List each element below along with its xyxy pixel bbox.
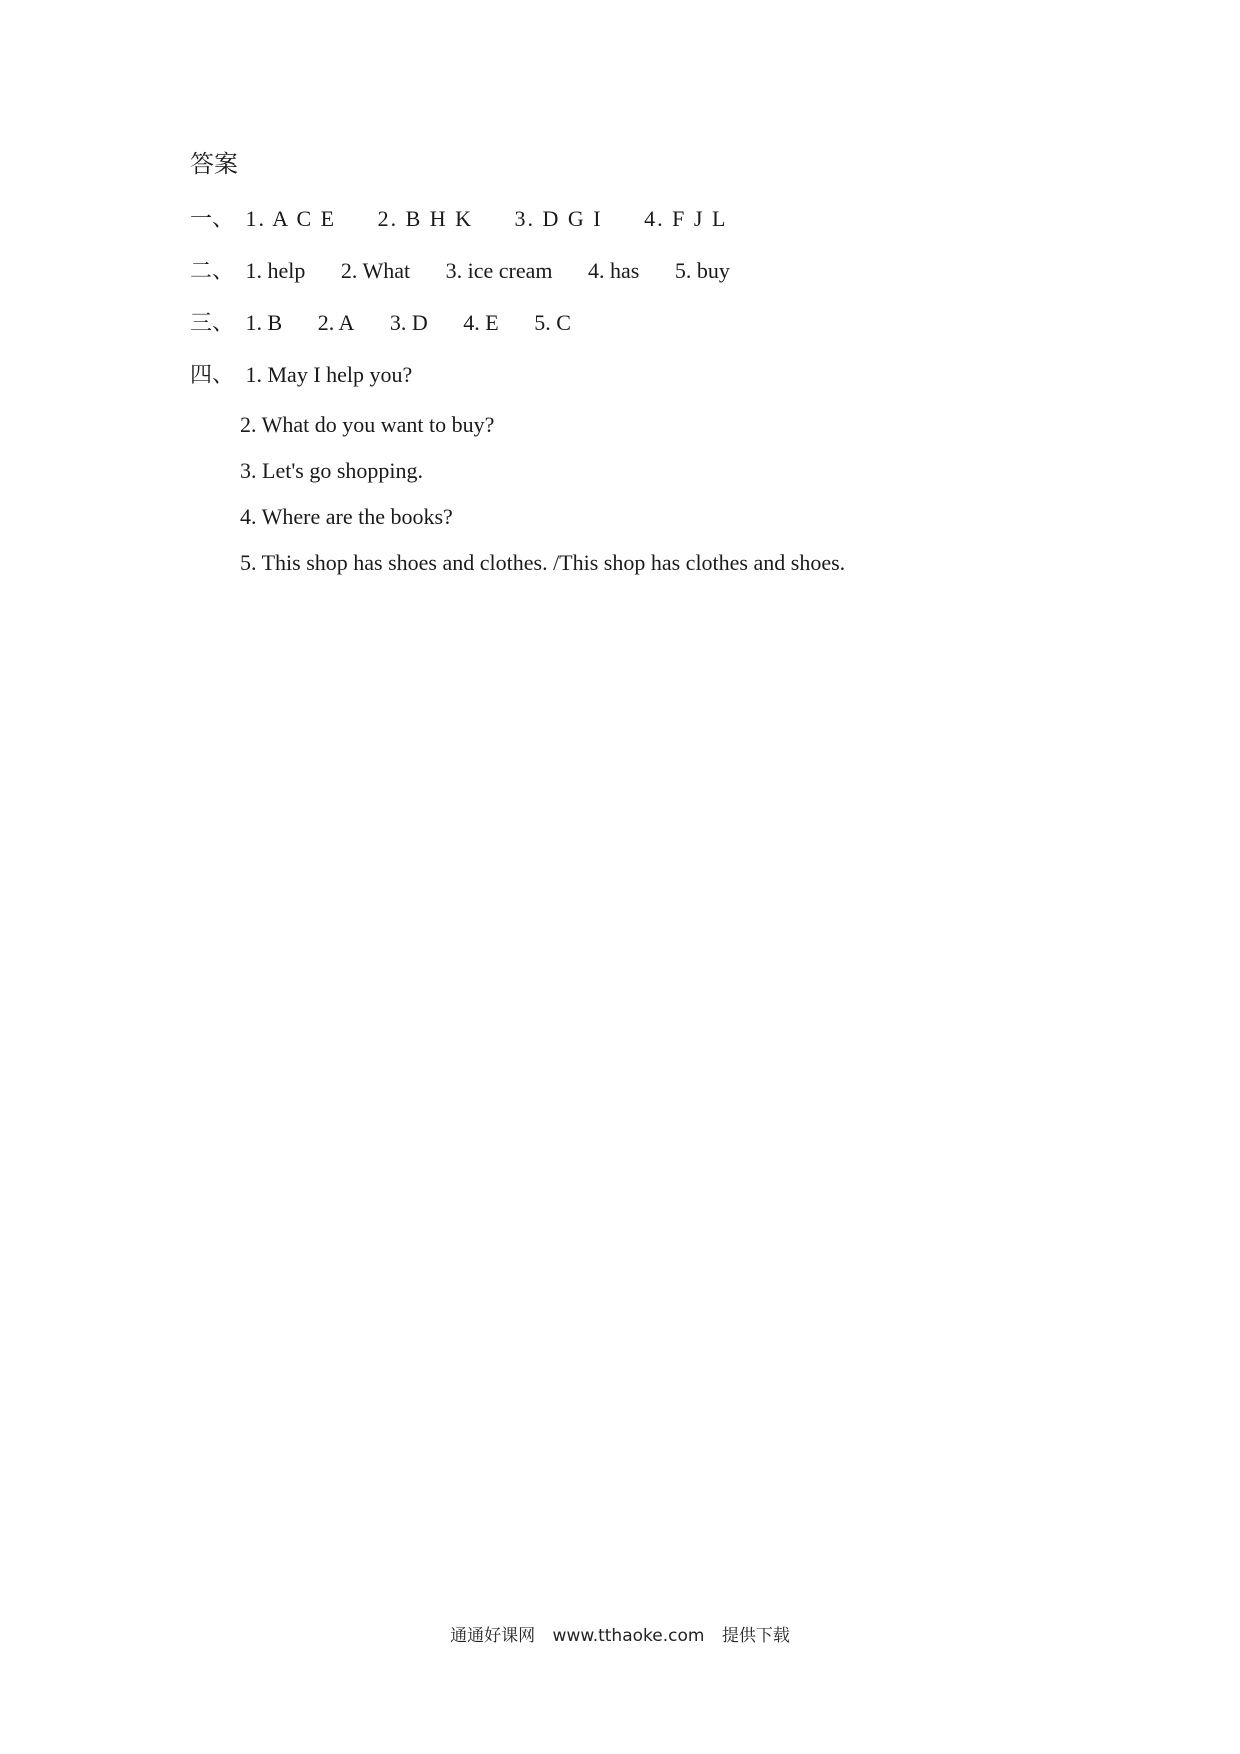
section-2-row xyxy=(190,256,760,286)
section-3-answer-4: 4. E xyxy=(463,310,499,335)
section-1-answer-3: 3. D G I xyxy=(514,206,603,231)
section-4-answer-3: 3. Let's go shopping. xyxy=(240,458,424,483)
section-3-answer-5: 5. C xyxy=(534,310,571,335)
section-2-answer-4: 4. has xyxy=(588,258,640,283)
section-3-answer-1: 1. B xyxy=(245,310,283,335)
footer xyxy=(0,1624,1240,1648)
section-3-row xyxy=(190,308,601,338)
footer-suffix: 提供下载 xyxy=(721,1626,790,1646)
section-4-answer-2: 2. What do you want to buy? xyxy=(240,412,495,437)
section-2-answer-3: 3. ice cream xyxy=(445,258,553,283)
section-1-prefix: 一、 xyxy=(190,207,235,232)
section-1-answer-1: 1. A C E xyxy=(245,206,337,231)
section-1-answer-2: 2. B H K xyxy=(377,206,474,231)
section-2-answer-5: 5. buy xyxy=(674,258,730,283)
section-2-answer-2: 2. What xyxy=(340,258,411,283)
section-4-answer-5: 5. This shop has shoes and clothes. /This shop has clothes and shoes. xyxy=(240,550,846,575)
footer-site-name: 通通好课网 xyxy=(450,1626,536,1646)
section-2-answer-1: 1. help xyxy=(245,258,306,283)
page-title: 答案 xyxy=(190,150,238,178)
footer-url[interactable]: www.tthaoke.com xyxy=(552,1626,705,1646)
section-4-row xyxy=(190,360,442,390)
section-1-row xyxy=(190,204,763,234)
section-4-prefix: 四、 xyxy=(190,363,235,388)
section-4-answer-1: 1. May I help you? xyxy=(245,362,413,387)
section-3-answer-3: 3. D xyxy=(389,310,428,335)
section-2-prefix: 二、 xyxy=(190,259,235,284)
section-3-prefix: 三、 xyxy=(190,311,235,336)
section-3-answer-2: 2. A xyxy=(317,310,355,335)
section-4-answer-4: 4. Where are the books? xyxy=(240,504,453,529)
section-1-answer-4: 4. F J L xyxy=(644,206,728,231)
